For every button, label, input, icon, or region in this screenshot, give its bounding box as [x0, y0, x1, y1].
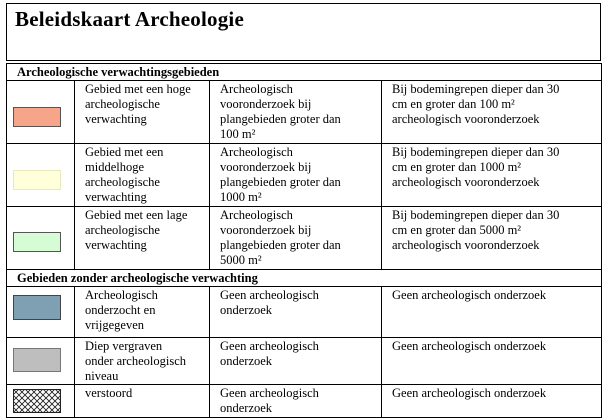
section-heading: Archeologische verwachtingsgebieden: [7, 64, 602, 81]
depth-cell: Bij bodemingrepen dieper dan 30 cm en groter dan 5000 m² archeologisch vooronderzoek: [382, 207, 602, 270]
depth-cell: Geen archeologisch onderzoek: [382, 287, 602, 338]
salmon-swatch-icon: [13, 107, 61, 127]
table-row: [7, 81, 602, 144]
area-cell: verstoord: [75, 385, 210, 418]
area-cell: Diep vergraven onder archeologisch niveau: [75, 338, 210, 385]
table-row: [7, 287, 602, 338]
section-header-row: [7, 64, 602, 81]
pale-green-swatch-icon: [13, 232, 61, 252]
legend-table: [6, 63, 602, 418]
depth-cell: Geen archeologisch onderzoek: [382, 338, 602, 385]
condition-cell: Geen archeologisch onderzoek: [210, 385, 382, 418]
pale-yellow-swatch-icon: [13, 170, 61, 190]
swatch-cell: [7, 207, 75, 270]
grey-swatch-icon: [13, 348, 61, 372]
area-cell: Gebied met een lage archeologische verwachting: [75, 207, 210, 270]
condition-cell: Archeologisch vooronderzoek bij plangebieden groter dan 5000 m²: [210, 207, 382, 270]
swatch-cell: [7, 144, 75, 207]
area-cell: Gebied met een hoge archeologische verwachting: [75, 81, 210, 144]
table-row: [7, 385, 602, 418]
title-box: [6, 3, 601, 61]
depth-cell: Bij bodemingrepen dieper dan 30 cm en groter dan 100 m² archeologisch vooronderzoek: [382, 81, 602, 144]
condition-cell: Archeologisch vooronderzoek bij plangebieden groter dan 1000 m²: [210, 144, 382, 207]
table-row: [7, 144, 602, 207]
area-cell: Archeologisch onderzocht en vrijgegeven: [75, 287, 210, 338]
swatch-cell: [7, 287, 75, 338]
condition-cell: Geen archeologisch onderzoek: [210, 287, 382, 338]
swatch-cell: [7, 81, 75, 144]
area-cell: Gebied met een middelhoge archeologische verwachting: [75, 144, 210, 207]
table-row: [7, 338, 602, 385]
swatch-cell: [7, 338, 75, 385]
crosshatch-swatch-icon: [13, 389, 61, 413]
section-heading: Gebieden zonder archeologische verwachting: [7, 270, 602, 287]
swatch-cell: [7, 385, 75, 418]
depth-cell: Geen archeologisch onderzoek: [382, 385, 602, 418]
table-row: [7, 207, 602, 270]
section-header-row: [7, 270, 602, 287]
blue-grey-swatch-icon: [13, 295, 61, 320]
condition-cell: Archeologisch vooronderzoek bij plangebieden groter dan 100 m²: [210, 81, 382, 144]
depth-cell: Bij bodemingrepen dieper dan 30 cm en groter dan 1000 m² archeologisch vooronderzoek: [382, 144, 602, 207]
page-title: Beleidskaart Archeologie: [15, 7, 244, 31]
condition-cell: Geen archeologisch onderzoek: [210, 338, 382, 385]
